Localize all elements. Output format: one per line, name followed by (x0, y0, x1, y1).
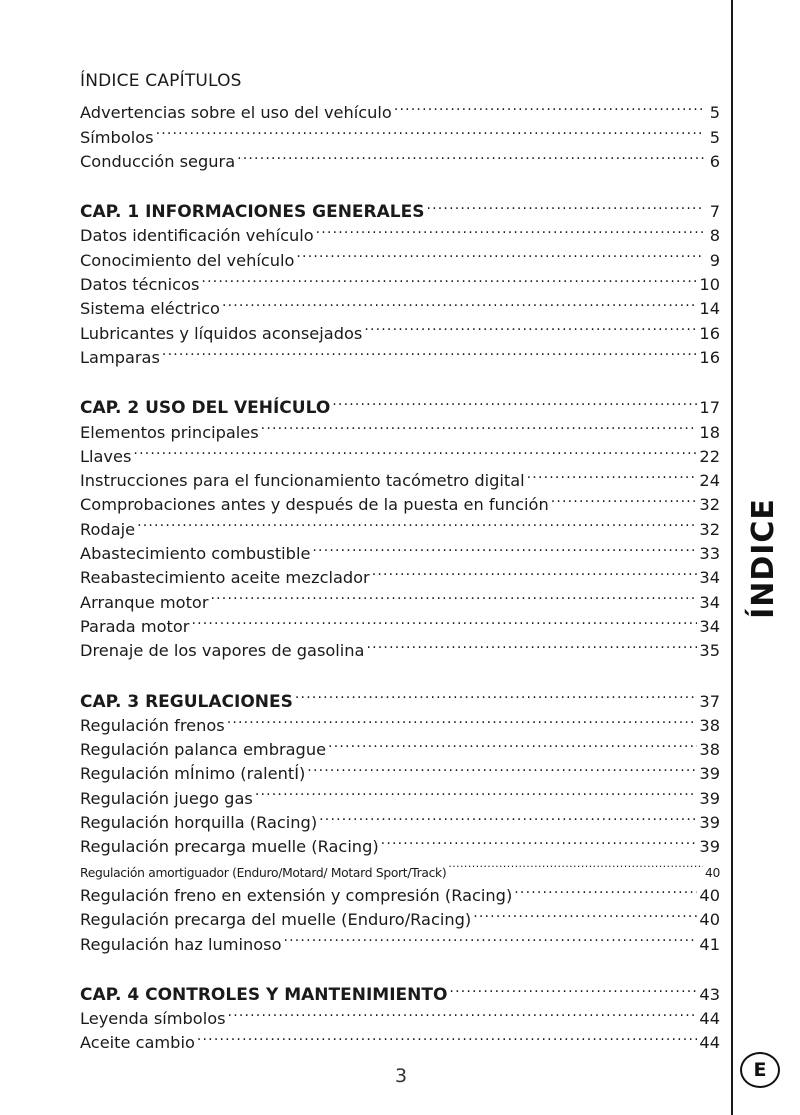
toc-entry-label: Aceite cambio (80, 1033, 195, 1053)
toc-entry-label: Sistema eléctrico (80, 299, 220, 319)
toc-entry-page: 5 (709, 127, 720, 147)
leader-dots (527, 462, 698, 486)
chapter-heading[interactable] (80, 389, 720, 419)
toc-entry-label: Regulación palanca embrague (80, 740, 327, 760)
toc-entry-page: 40 (699, 910, 720, 930)
toc-entry-label: Drenaje de los vapores de gasolina (80, 641, 365, 661)
toc-entry-page: 16 (699, 347, 720, 367)
leader-dots (255, 779, 698, 803)
toc-entry-label: Leyenda símbolos (80, 1009, 226, 1029)
toc-chapters (80, 193, 720, 1053)
toc-entry-label: Arranque motor (80, 592, 209, 612)
toc-entry-page: 14 (699, 299, 720, 319)
leader-dots (449, 976, 697, 1000)
chapter-group (80, 682, 720, 954)
leader-dots (366, 632, 697, 656)
chapter-group (80, 389, 720, 661)
table-of-contents (80, 70, 720, 1074)
toc-entry-page: 34 (699, 616, 720, 636)
toc-entry-label: Conocimiento del vehículo (80, 250, 295, 270)
leader-dots (283, 925, 697, 949)
toc-entry-label: Regulación haz luminoso (80, 934, 282, 954)
leader-dots (328, 731, 697, 755)
margin-divider-line (731, 0, 733, 1115)
toc-entry-label: Parada motor (80, 616, 190, 636)
chapter-heading-page: 17 (699, 398, 720, 418)
toc-entry-page: 40 (704, 865, 720, 880)
toc-entry-page: 41 (699, 934, 720, 954)
toc-entry-label: Regulación freno en extensión y compresión (Racing) (80, 885, 513, 905)
leader-dots (211, 583, 698, 607)
toc-entry-page: 32 (699, 495, 720, 515)
leader-dots (551, 486, 698, 510)
toc-entry-label: Abastecimiento combustible (80, 544, 311, 564)
toc-entry-page: 5 (709, 103, 720, 123)
toc-entry-label: Regulación mÍnimo (ralentÍ) (80, 764, 306, 784)
side-title-text: ÍNDICE (745, 497, 781, 619)
toc-entry-label: Instrucciones para el funcionamiento tacómetro digital (80, 471, 525, 491)
toc-entry-label: Regulación precarga muelle (Racing) (80, 837, 379, 857)
chapter-heading-label: CAP. 2 USO DEL VEHÍCULO (80, 398, 331, 419)
toc-entry-page: 34 (699, 592, 720, 612)
toc-entry-page: 9 (709, 250, 720, 270)
leader-dots (296, 241, 704, 265)
toc-entry[interactable] (80, 438, 720, 466)
toc-entry[interactable] (80, 339, 720, 367)
toc-entry-page: 44 (699, 1009, 720, 1029)
toc-entry-label: Rodaje (80, 519, 136, 539)
leader-dots (312, 535, 697, 559)
toc-entry-page: 38 (699, 740, 720, 760)
chapter-heading-label: CAP. 4 CONTROLES Y MANTENIMIENTO (80, 984, 448, 1005)
toc-entry[interactable] (80, 462, 720, 491)
toc-entry-page: 34 (699, 568, 720, 588)
toc-entry-label: Datos identificación vehículo (80, 226, 314, 246)
leader-dots (137, 510, 697, 534)
chapter-heading[interactable] (80, 682, 720, 712)
leader-dots (201, 266, 697, 290)
toc-entry-page: 39 (699, 837, 720, 857)
toc-entry[interactable] (80, 510, 720, 539)
leader-dots (228, 1000, 698, 1024)
toc-entry-page: 6 (709, 151, 720, 171)
toc-entry-label: Regulación amortiguador (Enduro/Motard/ Motard Sport/Track) (80, 865, 447, 880)
leader-dots (448, 852, 703, 876)
toc-entry-label: Conducción segura (80, 151, 236, 171)
toc-entry-page: 35 (699, 641, 720, 661)
toc-entry-label: Llaves (80, 446, 132, 466)
leader-dots (227, 707, 698, 731)
toc-entry[interactable] (80, 118, 720, 147)
leader-dots (156, 118, 704, 142)
chapter-heading[interactable] (80, 193, 720, 223)
leader-dots (319, 804, 697, 828)
leader-dots (316, 217, 704, 241)
leader-dots (197, 1024, 698, 1048)
leader-dots (394, 94, 704, 118)
chapter-heading-label: CAP. 3 REGULACIONES (80, 691, 293, 712)
leader-dots (381, 828, 698, 852)
leader-dots (307, 755, 697, 779)
leader-dots (237, 143, 704, 167)
chapter-heading-page: 37 (699, 691, 720, 711)
leader-dots (473, 901, 697, 925)
leader-dots (191, 608, 697, 632)
leader-dots (133, 438, 697, 462)
toc-entry-label: Datos técnicos (80, 275, 200, 295)
leader-dots (295, 682, 698, 706)
language-badge: E (740, 1052, 780, 1088)
toc-entry-label: Advertencias sobre el uso del vehículo (80, 103, 392, 123)
toc-entry-page: 39 (699, 788, 720, 808)
toc-entry[interactable] (80, 535, 720, 564)
toc-entry-label: Regulación juego gas (80, 788, 253, 808)
toc-entry-page: 22 (699, 446, 720, 466)
toc-entry-page: 44 (699, 1033, 720, 1053)
toc-entry-label: Símbolos (80, 127, 154, 147)
toc-entry-page: 33 (699, 544, 720, 564)
toc-entry-page: 39 (699, 813, 720, 833)
leader-dots (364, 314, 697, 338)
leader-dots (372, 559, 698, 583)
toc-entry-page: 18 (699, 422, 720, 442)
toc-entry-label: Regulación frenos (80, 715, 225, 735)
toc-entry-page: 40 (699, 885, 720, 905)
leader-dots (514, 877, 697, 901)
toc-entry-label: Reabastecimiento aceite mezclador (80, 568, 370, 588)
toc-entry-label: Lubricantes y líquidos aconsejados (80, 323, 363, 343)
toc-entry-label: Comprobaciones antes y después de la puesta en función (80, 495, 549, 515)
page-number: 3 (394, 1065, 408, 1087)
leader-dots (332, 389, 697, 413)
toc-entry-page: 39 (699, 764, 720, 784)
toc-heading: ÍNDICE CAPÍTULOS (80, 71, 242, 91)
toc-entry-label: Lamparas (80, 347, 160, 367)
leader-dots (162, 339, 697, 363)
toc-entry-page: 16 (699, 323, 720, 343)
chapter-heading-label: CAP. 1 INFORMACIONES GENERALES (80, 202, 425, 223)
toc-entry-label: Regulación precarga del muelle (Enduro/Racing) (80, 910, 472, 930)
leader-dots (426, 193, 704, 217)
toc-entry-page: 38 (699, 715, 720, 735)
chapter-group (80, 976, 720, 1053)
toc-entry[interactable] (80, 94, 720, 123)
chapter-heading-page: 43 (699, 984, 720, 1004)
toc-entry-page: 24 (699, 471, 720, 491)
toc-entry-page: 10 (699, 275, 720, 295)
toc-entry[interactable] (80, 143, 720, 171)
toc-entry-page: 8 (709, 226, 720, 246)
toc-entry-label: Regulación horquilla (Racing) (80, 813, 318, 833)
toc-entry-page: 32 (699, 519, 720, 539)
leader-dots (222, 290, 697, 314)
chapter-heading-page: 7 (709, 202, 720, 222)
toc-entry-label: Elementos principales (80, 422, 259, 442)
toc-intro-group (80, 94, 720, 171)
chapter-heading[interactable] (80, 976, 720, 1005)
side-title (741, 468, 785, 648)
chapter-group (80, 193, 720, 367)
leader-dots (261, 413, 698, 437)
